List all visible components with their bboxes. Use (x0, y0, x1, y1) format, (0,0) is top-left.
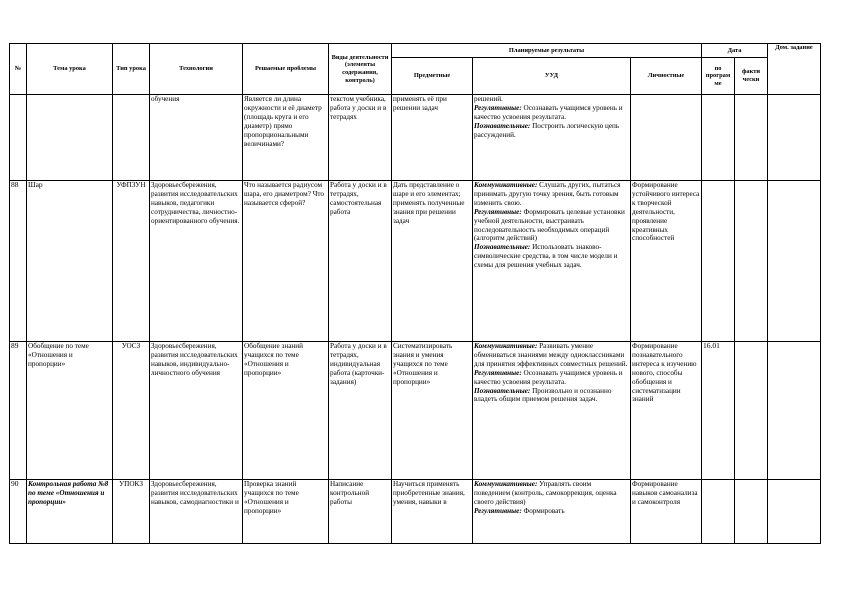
header-topic: Тема урока (27, 44, 113, 95)
table-row (10, 480, 821, 544)
header-subject: Предметные (392, 58, 473, 95)
row-uud (473, 480, 631, 544)
header-lesson-type: Тип урока (113, 44, 150, 95)
uud-item: решений. (474, 95, 503, 103)
row-date-plan (702, 95, 735, 181)
row-topic: Контрольная работа №8 по теме «Отношения и пропорции» (27, 480, 113, 544)
uud-item: Познавательные: Использовать знаково-символические средства, в том числе модели и схемы для решения учебных задач. (474, 243, 618, 270)
uud-item: Регулятивные: Формировать целевые установки учебной деятельности, выстраивать последовательность необходимых операций (алгоритм действий) (474, 207, 625, 243)
uud-item: Коммуникативные: Управлять своим поведением (контроль, самокоррекция, оценка своего действия) (474, 480, 617, 506)
uud-item: Познавательные: Произвольно и осознанно владеть общим приемом решения задач. (474, 386, 612, 404)
row-activity: Работа у доски и в тетрадях, самостоятельная работа (329, 181, 392, 342)
uud-item: Регулятивные: Осознавать учащимся уровень и качество усвоения результата. (474, 368, 623, 386)
row-tech: Здоровьесбережения, развития исследовательских навыков, педагогики сотрудничества, личностно-ориентированного обучения. (150, 181, 243, 342)
row-date-fact (735, 95, 768, 181)
row-num: 90 (10, 480, 27, 544)
row-num: 89 (10, 342, 27, 480)
header-num: № (10, 44, 27, 95)
row-subject: Научиться применять приобретенные знания, умения, навыки в (392, 480, 473, 544)
header-technologies: Технологии (150, 44, 243, 95)
row-topic: Обобщение по теме «Отношения и пропорции» (27, 342, 113, 480)
row-homework (768, 95, 821, 181)
row-date-plan (702, 480, 735, 544)
row-tech: Здоровьесбережения, развития исследовательских навыков, самодиагностики и (150, 480, 243, 544)
row-date-plan (702, 181, 735, 342)
row-personal (631, 95, 702, 181)
header-date-plan: по програм ме (702, 58, 735, 95)
uud-item: Регулятивные: Формировать (474, 506, 565, 515)
header-planned-results: Планируемые результаты (392, 44, 702, 58)
row-num: 88 (10, 181, 27, 342)
row-uud (473, 95, 631, 181)
uud-item: Коммуникативные: Развивать умение обмениваться знаниями между одноклассниками для принятия эффективных совместных решений. (474, 342, 628, 368)
row-activity: Работа у доски и в тетрадях, индивидуальная работа (карточки-задания) (329, 342, 392, 480)
uud-item: Коммуникативные: Слушать других, пытаться принимать другую точку зрения, быть готовым изменить свою. (474, 181, 621, 207)
row-topic (27, 95, 113, 181)
header-date: Дата (702, 44, 768, 58)
header-problems: Решаемые проблемы (243, 44, 329, 95)
row-problem: Является ли длина окружности и её диаметр (площадь круга и его диаметр) прямо пропорциональными величинами? (243, 95, 329, 181)
row-subject: Систематизировать знания и умения учащихся по теме «Отношения и пропорции» (392, 342, 473, 480)
row-date-fact (735, 480, 768, 544)
row-tech: обучения (150, 95, 243, 181)
header-activities: Виды деятельности (элементы содержания, контроль) (329, 44, 392, 95)
table-row (10, 95, 821, 181)
row-activity: Написание контрольной работы (329, 480, 392, 544)
row-type: УПОКЗ (113, 480, 150, 544)
row-personal: Формирование устойчивого интереса к творческой деятельности, проявление креативных способностей (631, 181, 702, 342)
row-personal: Формирование навыков самоанализа и самоконтроля (631, 480, 702, 544)
row-activity: текстом учебника, работа у доски и в тетрадях (329, 95, 392, 181)
row-problem: Проверка знаний учащихся по теме «Отношения и пропорции» (243, 480, 329, 544)
row-homework (768, 480, 821, 544)
table-row (10, 181, 821, 342)
uud-item: Регулятивные: Осознавать учащимся уровень и качество усвоения результата. (474, 103, 623, 121)
row-type: УФПЗУН (113, 181, 150, 342)
row-type (113, 95, 150, 181)
row-tech: Здоровьесбережения, развития исследовательских навыков, индивидуально-личностного обучения (150, 342, 243, 480)
header-uud: УУД (473, 58, 631, 95)
row-subject: Дать представление о шаре и его элементах; применять полученные знания при решении задач (392, 181, 473, 342)
row-date-fact (735, 181, 768, 342)
row-problem: Обобщение знаний учащихся по теме «Отношения и пропорции» (243, 342, 329, 480)
row-uud (473, 181, 631, 342)
header-personal: Личностные (631, 58, 702, 95)
row-problem: Что называется радиусом шара, его диаметром? Что называется сферой? (243, 181, 329, 342)
row-homework (768, 181, 821, 342)
lesson-plan-table (9, 43, 820, 544)
uud-item: Познавательные: Построить логическую цепь рассуждений. (474, 121, 620, 139)
header-homework: Дом. задание (768, 44, 821, 95)
row-type: УОСЗ (113, 342, 150, 480)
row-homework (768, 342, 821, 480)
row-num (10, 95, 27, 181)
header-date-fact: факти чески (735, 58, 768, 95)
row-topic: Шар (27, 181, 113, 342)
table-row (10, 342, 821, 480)
row-uud (473, 342, 631, 480)
row-personal: Формирование познавательного интереса к изучению нового, способы обобщения и систематизации знаний (631, 342, 702, 480)
row-date-fact (735, 342, 768, 480)
row-date-plan: 16.01 (702, 342, 735, 480)
row-subject: применять её при решении задач (392, 95, 473, 181)
